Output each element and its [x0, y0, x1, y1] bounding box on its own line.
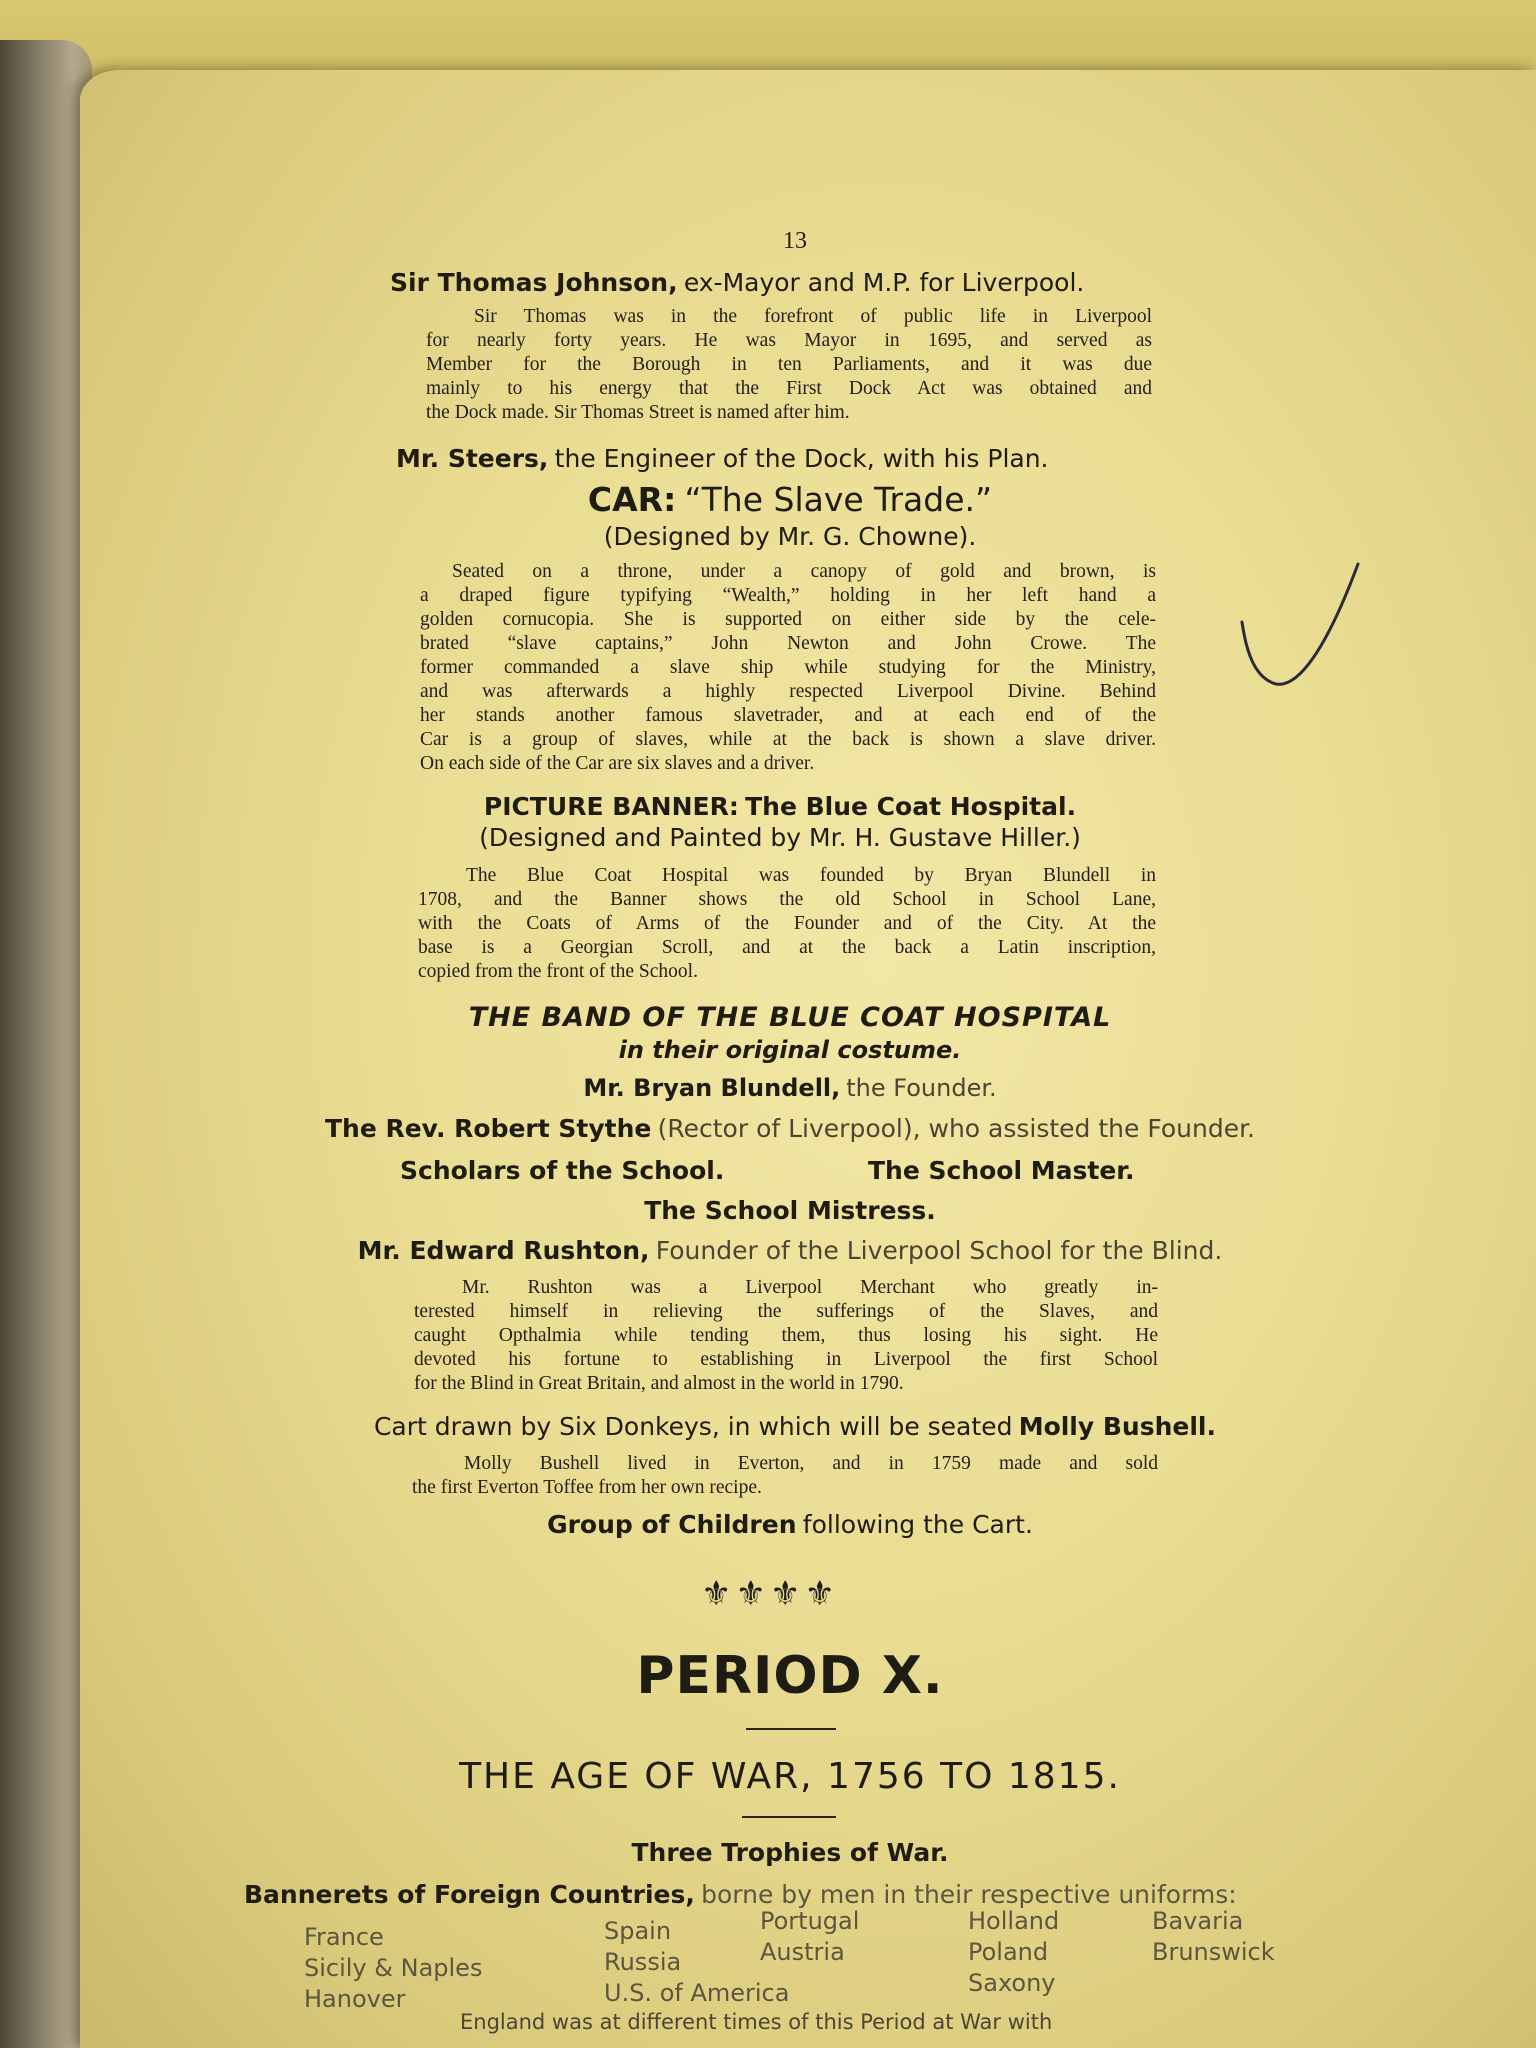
paragraph-line: The Blue Coat Hospital was founded by Bryan Blundell in	[466, 865, 1156, 886]
paragraph-line: golden cornucopia. She is supported on either side by the cele-	[420, 609, 1156, 630]
paragraph-line: the Dock made. Sir Thomas Street is named after him.	[426, 402, 850, 423]
paragraph-line: base is a Georgian Scroll, and at the back a Latin inscription,	[418, 937, 1156, 958]
paragraph-line: On each side of the Car are six slaves and a driver.	[420, 753, 815, 774]
rushton-name: Mr. Edward Rushton,	[357, 1236, 650, 1265]
school-mistress-label: The School Mistress.	[644, 1196, 936, 1225]
band-subtitle: in their original costume.	[618, 1036, 962, 1064]
countries-column	[1152, 1906, 1275, 1968]
paragraph-line: for nearly forty years. He was Mayor in 1695, and served as	[426, 330, 1152, 351]
country: Bavaria	[1152, 1907, 1244, 1935]
paragraph-line: former commanded a slave ship while studying for the Ministry,	[420, 657, 1156, 678]
band-title: THE BAND OF THE BLUE COAT HOSPITAL	[468, 1002, 1112, 1033]
paragraph-line: Mr. Rushton was a Liverpool Merchant who greatly in-	[462, 1277, 1158, 1298]
countries-column	[760, 1906, 859, 1968]
bannerets-label: Bannerets of Foreign Countries,	[244, 1880, 695, 1909]
country: Hanover	[304, 1985, 406, 2013]
paragraph-line: mainly to his energy that the First Dock Act was obtained and	[426, 378, 1152, 399]
paragraph-line: Seated on a throne, under a canopy of gold and brown, is	[452, 561, 1156, 582]
stythe-name: The Rev. Robert Stythe	[324, 1114, 652, 1143]
children-name: Group of Children	[547, 1510, 797, 1539]
rushton-heading	[270, 1236, 1310, 1266]
paragraph-line: Molly Bushell lived in Everton, and in 1759 made and sold	[464, 1453, 1158, 1474]
country: Austria	[760, 1938, 845, 1966]
blundell-name: Mr. Bryan Blundell,	[583, 1074, 841, 1102]
cart-heading	[250, 1412, 1340, 1442]
paragraph-line: caught Opthalmia while tending them, thus losing his sight. He	[414, 1325, 1158, 1346]
johnson-role: ex-Mayor and M.P. for Liverpool.	[683, 268, 1085, 297]
johnson-heading	[390, 268, 1190, 298]
paragraph-line: terested himself in relieving the sufferings of the Slaves, and	[414, 1301, 1158, 1322]
paragraph-line: copied from the front of the School.	[418, 961, 698, 982]
country: France	[304, 1923, 384, 1951]
country: Spain	[604, 1917, 672, 1945]
car-title: “The Slave Trade.”	[684, 480, 993, 519]
children-heading	[380, 1510, 1200, 1540]
period-subtitle: THE AGE OF WAR, 1756 TO 1815.	[459, 1756, 1121, 1797]
divider	[746, 1728, 836, 1730]
bannerets-text: borne by men in their respective uniforms:	[701, 1880, 1237, 1909]
car-label: CAR:	[587, 480, 677, 519]
cart-text: Cart drawn by Six Donkeys, in which will be seated	[373, 1412, 1013, 1441]
country: Poland	[968, 1938, 1049, 1966]
banner-title: The Blue Coat Hospital.	[745, 792, 1077, 821]
rushton-paragraph	[414, 1276, 1158, 1396]
blundell-role: the Founder.	[846, 1074, 997, 1102]
fleur-de-lis-ornament: ⚜⚜⚜⚜	[701, 1576, 839, 1613]
paragraph-line: a draped figure typifying “Wealth,” holding in her left hand a	[420, 585, 1156, 606]
paragraph-line: with the Coats of Arms of the Founder and of the City. At the	[418, 913, 1156, 934]
car-heading	[380, 480, 1200, 520]
children-role: following the Cart.	[802, 1510, 1033, 1539]
country: Sicily & Naples	[304, 1954, 483, 1982]
paragraph-line: Sir Thomas was in the forefront of public life in Liverpool	[474, 306, 1152, 327]
country: Brunswick	[1152, 1938, 1275, 1966]
banner-paragraph	[418, 864, 1156, 984]
handwritten-checkmark-icon	[1236, 560, 1366, 710]
rushton-role: Founder of the Liverpool School for the Blind.	[655, 1236, 1223, 1265]
country: Saxony	[968, 1969, 1056, 1997]
cart-name: Molly Bushell.	[1018, 1412, 1217, 1441]
countries-column	[968, 1906, 1059, 1999]
paragraph-line: her stands another famous slavetrader, and at each end of the	[420, 705, 1156, 726]
banner-designer: (Designed and Painted by Mr. H. Gustave Hiller.)	[479, 823, 1081, 852]
country: Holland	[968, 1907, 1060, 1935]
country: Portugal	[760, 1907, 860, 1935]
country: U.S. of America	[604, 1979, 790, 2007]
banner-heading	[380, 792, 1180, 822]
paragraph-line: devoted his fortune to establishing in Liverpool the first School	[414, 1349, 1158, 1370]
blundell-heading	[380, 1074, 1200, 1103]
car-paragraph	[420, 560, 1156, 776]
stythe-heading	[250, 1114, 1330, 1144]
page-number: 13	[783, 228, 807, 254]
car-designer: (Designed by Mr. G. Chowne).	[603, 522, 977, 551]
steers-name: Mr. Steers,	[396, 444, 549, 473]
steers-heading	[396, 444, 1196, 474]
scholars-label: Scholars of the School.	[400, 1156, 725, 1185]
paragraph-line: and was afterwards a highly respected Liverpool Divine. Behind	[420, 681, 1156, 702]
paragraph-line: Member for the Borough in ten Parliaments, and it was due	[426, 354, 1152, 375]
johnson-name: Sir Thomas Johnson,	[390, 268, 678, 297]
period-title: PERIOD X.	[636, 1646, 944, 1706]
bannerets-footer: England was at different times of this Period at War with	[460, 2010, 1053, 2034]
trophies-heading: Three Trophies of War.	[631, 1838, 949, 1867]
stythe-role: (Rector of Liverpool), who assisted the Founder.	[657, 1114, 1256, 1143]
country: Russia	[604, 1948, 682, 1976]
cart-paragraph	[412, 1452, 1158, 1500]
paragraph-line: for the Blind in Great Britain, and almost in the world in 1790.	[414, 1373, 904, 1394]
johnson-paragraph	[426, 305, 1152, 425]
banner-label: PICTURE BANNER:	[483, 792, 739, 821]
paragraph-line: brated “slave captains,” John Newton and John Crowe. The	[420, 633, 1156, 654]
paragraph-line: 1708, and the Banner shows the old School in School Lane,	[418, 889, 1156, 910]
paragraph-line: the first Everton Toffee from her own recipe.	[412, 1477, 762, 1498]
divider	[742, 1816, 836, 1818]
steers-role: the Engineer of the Dock, with his Plan.	[554, 444, 1049, 473]
countries-column	[304, 1922, 482, 2015]
paragraph-line: Car is a group of slaves, while at the back is shown a slave driver.	[420, 729, 1156, 750]
school-master-label: The School Master.	[868, 1156, 1135, 1185]
